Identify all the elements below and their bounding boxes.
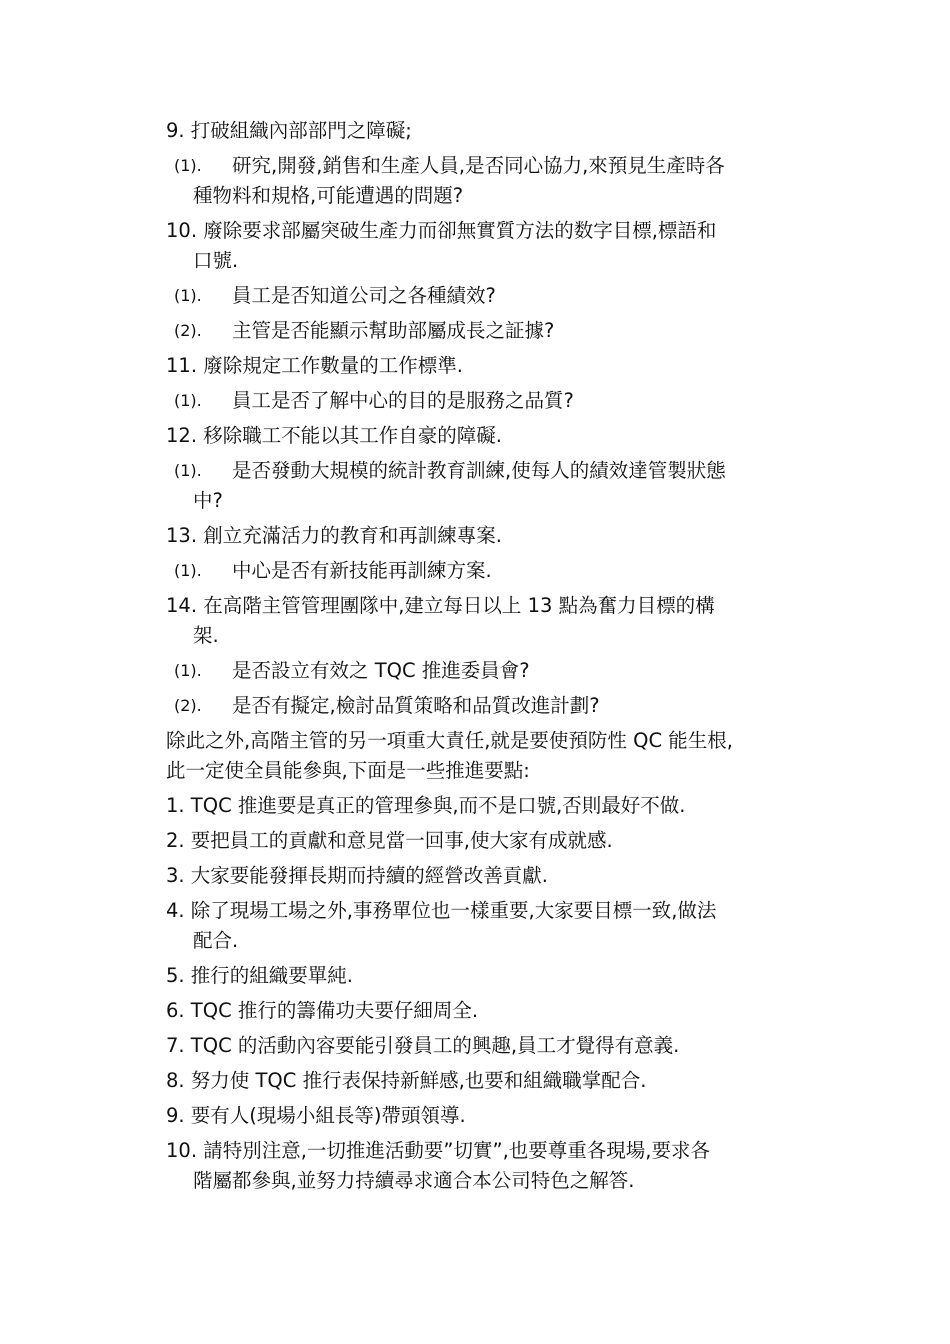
sub-item	[166, 151, 816, 211]
sub-item-number: (2).	[174, 321, 202, 340]
sub-item-row	[166, 281, 816, 311]
line-continuation: 架.	[193, 624, 219, 647]
sub-item	[166, 456, 816, 516]
line-text: 7. TQC 的活動內容要能引發員工的興趣,員工才覺得有意義.	[166, 1034, 680, 1057]
sub-item-text: 主管是否能顯示幫助部屬成長之証據?	[232, 319, 555, 342]
sub-item-row	[166, 556, 816, 586]
sub-item-text: 是否有擬定,檢討品質策略和品質改進計劃?	[232, 694, 600, 717]
sub-item-number: (1).	[174, 391, 202, 410]
line-text: 1. TQC 推進要是真正的管理參與,而不是口號,否則最好不做.	[166, 794, 686, 817]
list-item	[166, 421, 816, 451]
sub-item-row	[166, 316, 816, 346]
sub-item-text: 是否設立有效之 TQC 推進委員會?	[232, 659, 530, 682]
line-text: 6. TQC 推行的籌備功夫要仔細周全.	[166, 999, 479, 1022]
list-item	[166, 896, 816, 956]
line-continuation: 配合.	[193, 929, 239, 952]
sub-item	[166, 556, 816, 586]
sub-item-number: (2).	[174, 696, 202, 715]
line-text: 11. 廢除規定工作數量的工作標準.	[166, 354, 463, 377]
list-item	[166, 826, 816, 856]
line-text: 3. 大家要能發揮長期而持續的經營改善貢獻.	[166, 864, 549, 887]
document-page	[166, 116, 816, 1201]
sub-item	[166, 691, 816, 721]
sub-item-row	[166, 656, 816, 686]
sub-item-number: (1).	[174, 561, 202, 580]
list-item	[166, 116, 816, 146]
line-text: 除此之外,高階主管的另一項重大責任,就是要使預防性 QC 能生根,	[166, 729, 733, 752]
sub-item-row	[166, 691, 816, 721]
paragraph	[166, 726, 816, 786]
list-item	[166, 1101, 816, 1131]
sub-item-text: 研究,開發,銷售和生產人員,是否同心協力,來預見生產時各	[232, 154, 725, 177]
line-text: 4. 除了現場工場之外,事務單位也一樣重要,大家要目標一致,做法	[166, 899, 717, 922]
sub-item-continuation: 種物料和規格,可能遭遇的問題?	[193, 184, 464, 207]
line-text: 5. 推行的組織要單純.	[166, 964, 354, 987]
sub-item-row	[166, 386, 816, 416]
list-item	[166, 1136, 816, 1196]
sub-item	[166, 386, 816, 416]
sub-item-text: 員工是否知道公司之各種績效?	[232, 284, 496, 307]
list-item	[166, 216, 816, 276]
line-continuation: 此一定使全員能參與,下面是一些推進要點:	[166, 759, 530, 782]
line-text: 9. 打破組織內部部門之障礙;	[166, 119, 412, 142]
line-text: 13. 創立充滿活力的教育和再訓練專案.	[166, 524, 502, 547]
sub-item-number: (1).	[174, 156, 202, 175]
list-item	[166, 521, 816, 551]
sub-item-number: (1).	[174, 461, 202, 480]
line-continuation: 階屬都參與,並努力持續尋求適合本公司特色之解答.	[193, 1169, 635, 1192]
sub-item-row	[166, 151, 816, 181]
sub-item-number: (1).	[174, 286, 202, 305]
list-item	[166, 1031, 816, 1061]
sub-item	[166, 281, 816, 311]
line-text: 8. 努力使 TQC 推行表保持新鮮感,也要和組織職掌配合.	[166, 1069, 647, 1092]
line-text: 10. 廢除要求部屬突破生產力而卻無實質方法的数字目標,標語和	[166, 219, 717, 242]
sub-item-number: (1).	[174, 661, 202, 680]
line-text: 14. 在高階主管管理團隊中,建立每日以上 13 點為奮力目標的構	[166, 594, 715, 617]
list-item	[166, 996, 816, 1026]
list-item	[166, 961, 816, 991]
sub-item	[166, 656, 816, 686]
sub-item-text: 是否發動大規模的統計教育訓練,使每人的績效達管製狀態	[232, 459, 726, 482]
sub-item-continuation: 中?	[193, 489, 223, 512]
line-text: 2. 要把員工的貢獻和意見當一回事,使大家有成就感.	[166, 829, 613, 852]
list-item	[166, 1066, 816, 1096]
sub-item-text: 中心是否有新技能再訓練方案.	[232, 559, 492, 582]
sub-item-text: 員工是否了解中心的目的是服務之品質?	[232, 389, 574, 412]
line-text: 9. 要有人(現場小組長等)帶頭領導.	[166, 1104, 466, 1127]
line-continuation: 口號.	[193, 249, 239, 272]
line-text: 10. 請特別注意,一切推進活動要”切實”,也要尊重各現場,要求各	[166, 1139, 711, 1162]
list-item	[166, 591, 816, 651]
list-item	[166, 861, 816, 891]
sub-item-row	[166, 456, 816, 486]
list-item	[166, 351, 816, 381]
list-item	[166, 791, 816, 821]
line-text: 12. 移除職工不能以其工作自豪的障礙.	[166, 424, 502, 447]
sub-item	[166, 316, 816, 346]
